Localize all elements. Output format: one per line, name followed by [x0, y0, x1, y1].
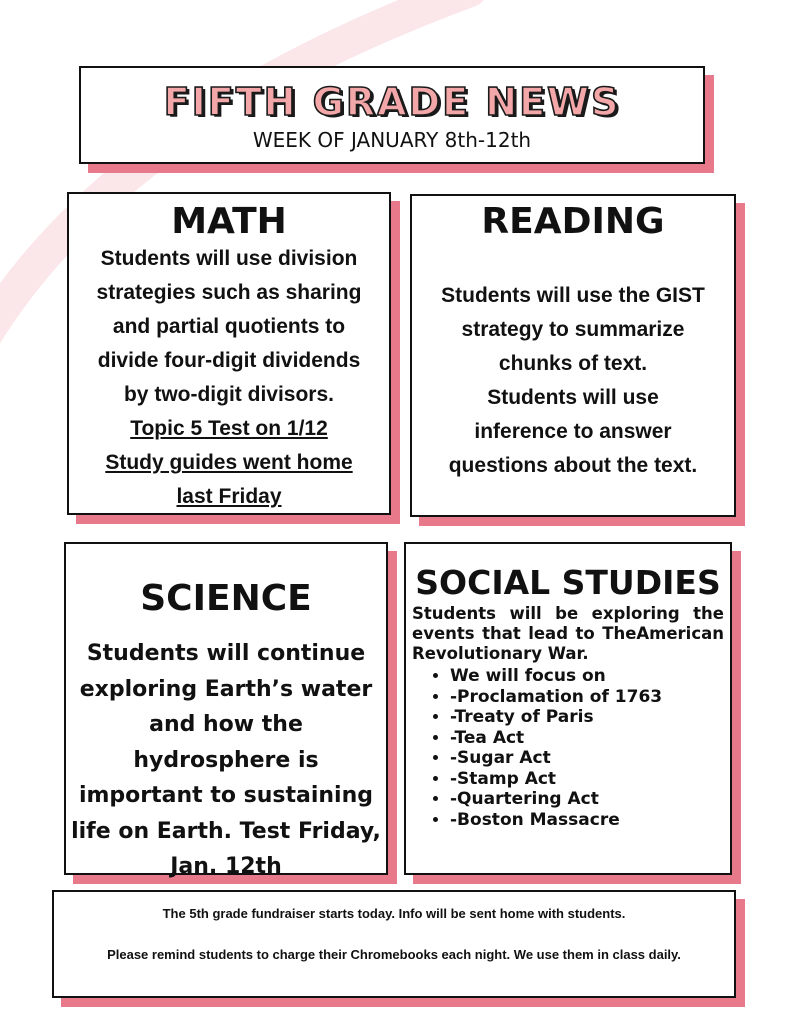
- list-item: • -Tea Act: [450, 728, 730, 749]
- science-heading: SCIENCE: [140, 578, 312, 619]
- math-study-guide-note: Study guides went home: [105, 451, 353, 474]
- math-body: [69, 242, 389, 514]
- math-line: strategies such as sharing: [96, 281, 362, 304]
- science-line: Students will continue: [86, 641, 366, 666]
- header-card: [79, 66, 705, 164]
- list-item: • We will focus on: [450, 666, 730, 687]
- math-test-note: Topic 5 Test on 1/12: [130, 417, 328, 440]
- science-card: [64, 542, 388, 879]
- math-card: [67, 192, 391, 515]
- reading-line: strategy to summarize: [461, 318, 685, 341]
- math-line: by two-digit divisors.: [123, 383, 334, 406]
- footer-announcements-card: [52, 890, 736, 998]
- science-line: life on Earth. Test Friday,: [71, 818, 381, 844]
- social-studies-intro: Students will be exploring the events that lead to TheAmerican Revolutionary War.: [412, 604, 724, 663]
- math-line: and partial quotients to: [112, 315, 346, 338]
- science-body: [66, 636, 386, 885]
- page-title: FIFTH GRADE NEWS: [163, 80, 621, 124]
- math-line: divide four-digit dividends: [97, 349, 361, 372]
- science-line: important to sustaining: [78, 783, 374, 808]
- social-studies-card: [404, 542, 732, 875]
- week-subtitle: WEEK OF JANUARY 8th-12th: [252, 128, 532, 152]
- list-item: • -Proclamation of 1763: [450, 687, 730, 708]
- reading-heading: READING: [481, 201, 665, 242]
- reading-line: Students will use: [487, 386, 659, 409]
- science-line: hydrosphere is: [133, 747, 319, 773]
- list-item: • -Stamp Act: [450, 769, 730, 790]
- science-line: exploring Earth’s water: [79, 676, 373, 702]
- social-studies-heading: SOCIAL STUDIES: [415, 563, 721, 602]
- fundraiser-announcement: The 5th grade fundraiser starts today. Info will be sent home with students.: [162, 906, 626, 921]
- reading-card: [410, 194, 736, 517]
- social-studies-topic-list: [406, 666, 730, 830]
- reading-line: questions about the text.: [448, 454, 698, 477]
- math-heading: MATH: [171, 201, 287, 242]
- list-item: • -Quartering Act: [450, 789, 730, 810]
- math-study-guide-note: last Friday: [176, 485, 282, 508]
- reading-line: chunks of text.: [498, 352, 648, 375]
- science-line: Jan. 12th: [170, 854, 282, 879]
- math-line: Students will use division: [100, 247, 358, 270]
- reading-line: Students will use the GIST: [441, 284, 705, 307]
- list-item: • -Treaty of Paris: [450, 707, 730, 728]
- chromebook-reminder: Please remind students to charge their Chromebooks each night. We use them in class daily.: [107, 947, 681, 962]
- list-item: • -Boston Massacre: [450, 810, 730, 831]
- reading-body: [412, 279, 734, 483]
- reading-line: inference to answer: [474, 420, 672, 443]
- list-item: • -Sugar Act: [450, 748, 730, 769]
- science-line: and how the: [149, 712, 303, 737]
